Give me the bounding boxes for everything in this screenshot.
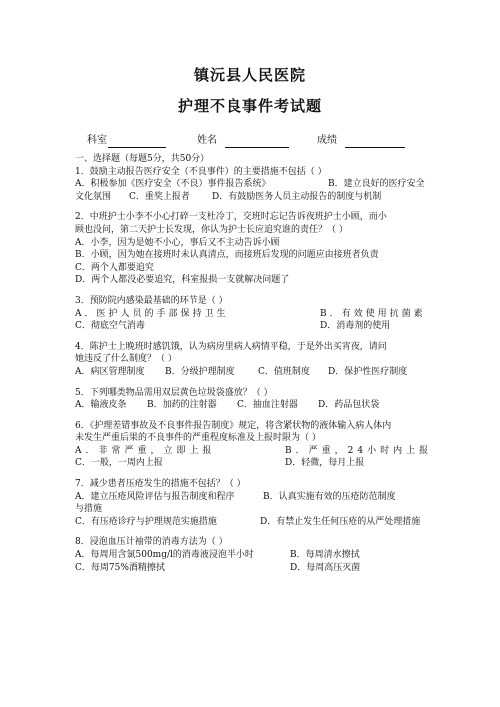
option-b[interactable]: B．严重，24小时内上报 bbox=[285, 445, 433, 456]
option-d[interactable]: D．有鼓励医务人员主动报告的制度与机制 bbox=[212, 191, 382, 202]
option-a[interactable]: A．医护人员的手部保持卫生 bbox=[75, 308, 229, 319]
question-stem: 4．陈护士上晚班时感饥饿，认为病房里病人病情平稳，于是外出买宵夜，请问 bbox=[75, 341, 387, 352]
score-field bbox=[317, 134, 405, 148]
question-stem: 3．预防院内感染最基础的环节是（ ） bbox=[75, 295, 228, 306]
score-label: 成绩 bbox=[317, 135, 337, 146]
option-a[interactable]: A．病区管理制度 bbox=[75, 366, 145, 377]
question-7 bbox=[75, 478, 430, 528]
question-stem-continued: 顾也没问，第二天护士长发现，你认为护士长应追究谁的责任？（ ） bbox=[75, 224, 348, 235]
exam-title: 护理不良事件考试题 bbox=[177, 97, 322, 115]
question-8 bbox=[75, 536, 430, 574]
hospital-name: 镇沅县人民医院 bbox=[193, 66, 306, 84]
option-b[interactable]: B．认真实施有效的压疮防范制度 bbox=[263, 491, 396, 502]
name-field bbox=[197, 134, 289, 148]
question-2 bbox=[75, 211, 430, 287]
dept-field bbox=[87, 134, 166, 148]
option-d[interactable]: D．药品包状袋 bbox=[318, 400, 380, 411]
option-d[interactable]: D．有禁止发生任何压疮的从严处理措施 bbox=[260, 516, 421, 527]
score-blank[interactable] bbox=[345, 136, 405, 148]
option-b[interactable]: B．建立良好的医疗安全 bbox=[328, 179, 425, 190]
option-c[interactable]: C．值班制度 bbox=[258, 366, 310, 377]
question-stem: 7．减少患者压疮发生的措施不包括？（ ） bbox=[75, 479, 246, 490]
dept-blank[interactable] bbox=[108, 136, 166, 148]
option-d[interactable]: D．保护性医疗制度 bbox=[328, 366, 408, 377]
option-c[interactable]: C．重奖上报者 bbox=[129, 191, 190, 202]
option-b[interactable]: B．加药的注射器 bbox=[147, 400, 217, 411]
option-c[interactable]: C．每周75%酒精擦拭 bbox=[75, 562, 165, 573]
option-b[interactable]: B．分级护理制度 bbox=[165, 366, 235, 377]
dept-label: 科室 bbox=[87, 135, 107, 146]
option-b[interactable]: B．小顾，因为她在接班时未认真清点，而接班后发现的问题应由接班者负责 bbox=[75, 250, 379, 261]
option-c[interactable]: C．有压疮诊疗与护理规范实施措施 bbox=[75, 516, 217, 527]
option-a[interactable]: A．小李，因为是她不小心，事后又不主动告诉小顾 bbox=[75, 237, 280, 248]
question-stem: 6．《护理差错事故及不良事件报告制度》规定，将含紧状物的液体输入病人体内 bbox=[75, 420, 392, 431]
option-a[interactable]: A．每周用含氯500mg/l的消毒液浸泡半小时 bbox=[75, 550, 254, 561]
name-label: 姓名 bbox=[197, 135, 217, 146]
option-d[interactable]: D．消毒剂的使用 bbox=[320, 321, 391, 332]
question-stem: 8．浸泡血压计袖带的消毒方法为（ ） bbox=[75, 537, 228, 548]
question-stem: 5．下列哪类物品需用双层黄色垃圾袋盛放？（ ） bbox=[75, 387, 273, 398]
option-d[interactable]: D．两个人都没必要追究，科室报损一支就解决问题了 bbox=[75, 275, 290, 286]
question-6 bbox=[75, 420, 433, 470]
question-5 bbox=[75, 387, 430, 412]
option-a[interactable]: A．输液皮条 bbox=[75, 400, 127, 411]
option-d[interactable]: D．轻微，每月上报 bbox=[285, 458, 365, 469]
option-b[interactable]: B．有效使用抗菌素 bbox=[320, 308, 426, 319]
question-1 bbox=[75, 166, 430, 204]
option-c[interactable]: C．彻底空气消毒 bbox=[75, 321, 145, 332]
question-3 bbox=[75, 295, 430, 333]
option-a[interactable]: A．建立压疮风险评估与报告制度和程序 bbox=[75, 491, 235, 502]
option-c[interactable]: C．一般，一周内上报 bbox=[75, 458, 163, 469]
option-a[interactable]: A．非常严重，立即上报 bbox=[75, 445, 216, 456]
option-c[interactable]: C．两个人都要追究 bbox=[75, 262, 154, 273]
option-c[interactable]: C．抽血注射器 bbox=[237, 400, 298, 411]
section-heading: 一、选择题（每题5分，共50分） bbox=[75, 154, 210, 164]
option-b-continued: 文化氛围 bbox=[75, 191, 112, 202]
student-info-fields bbox=[87, 134, 467, 148]
question-stem-continued: 未发生严重后果的不良事件的严重程度标准及上报时限为（ ） bbox=[75, 433, 321, 444]
question-body bbox=[75, 153, 433, 574]
option-a[interactable]: A．积极参加《医疗安全（不良）事件报告系统》 bbox=[75, 179, 271, 190]
option-b[interactable]: B．每周清水擦拭 bbox=[290, 550, 360, 561]
name-blank[interactable] bbox=[225, 136, 289, 148]
question-4 bbox=[75, 341, 430, 379]
question-stem: 1．鼓励主动报告医疗安全（不良事件）的主要措施不包括（ ） bbox=[75, 166, 327, 177]
question-stem-continued: 她违反了什么制度？（ ） bbox=[75, 354, 177, 365]
option-b-continued: 与措施 bbox=[75, 504, 103, 515]
option-d[interactable]: D．每周高压灭菌 bbox=[290, 562, 361, 573]
question-stem: 2．中班护士小李不小心打碎一支杜冷丁，交班时忘记告诉夜班护士小顾，而小 bbox=[75, 212, 387, 223]
